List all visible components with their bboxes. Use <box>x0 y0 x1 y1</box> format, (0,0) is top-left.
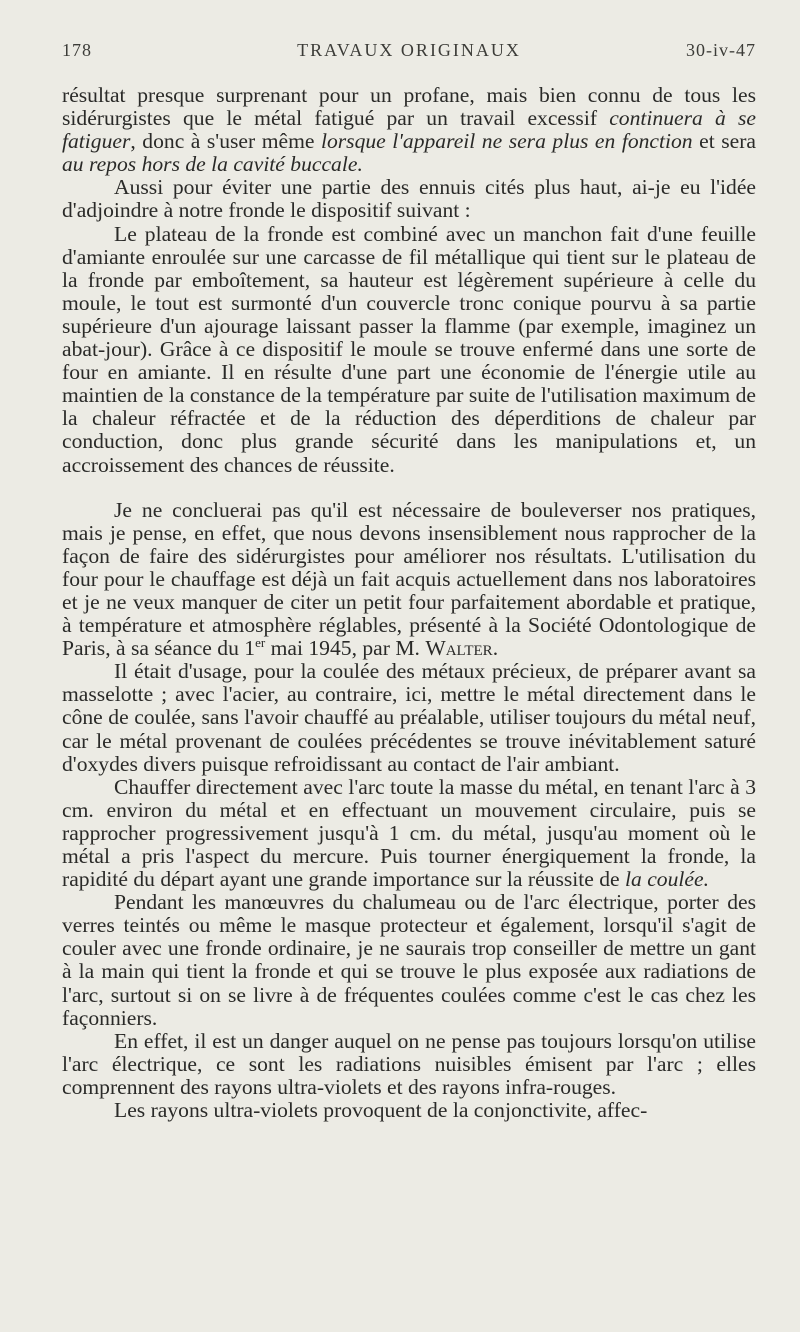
paragraph-3: Le plateau de la fronde est combiné avec un manchon fait d'une feuille d'amiante enroulée sur une carcasse de fil métallique qui tient sur le plateau de la fronde par emboîtement, sa hauteur est légèrement supérieure à celle du moule, le tout est surmonté d'un couvercle tronc conique pourvu à sa partie supérieure d'un ajourage laissant passer la flamme (par exemple, imaginez un abat-jour). Grâce à ce dispositif le moule se trouve enfermé dans une sorte de four en amiante. Il en résulte d'une part une économie de l'énergie utile au maintien de la constance de la température par suite de l'utilisation maximum de la chaleur réfractée et de la réduction des déperditions de chaleur par conduction, donc plus grande sécurité dans les manipulations et, un accroissement des chances de réussite. <box>62 221 756 477</box>
paragraph-2: Aussi pour éviter une partie des ennuis cités plus haut, ai-je eu l'idée d'adjoindre à notre fronde le dispositif suivant : <box>62 175 756 223</box>
author-name: Walter <box>425 636 493 661</box>
paragraph-4: Je ne concluerai pas qu'il est nécessaire de bouleverser nos pratiques, mais je pense, en effet, que nous devons insensiblement nous rapprocher de la façon de faire des sidérurgistes pour améliorer nos résultats. L'utilisation du four pour le chauffage est déjà un fait acquis actuellement dans nos laboratoires et je ne veux manquer de citer un petit four parfaitement abordable et pratique, à température et atmosphère réglables, présenté à la Société Odontologique de Paris, à sa séance du 1er mai 1945, par M. Walter. <box>62 497 756 661</box>
running-title: TRAVAUX ORIGINAUX <box>297 40 521 60</box>
page-number: 178 <box>62 40 92 60</box>
article-body <box>62 84 756 1122</box>
paragraph-9: Les rayons ultra-violets provoquent de la conjonctivite, affec- <box>114 1098 648 1123</box>
paragraph-8: En effet, il est un danger auquel on ne pense pas toujours lorsqu'on utilise l'arc électrique, ce sont les radiations nuisibles émisent par l'arc ; elles comprennent des rayons ultra-violets et des rayons infra-rouges. <box>62 1028 756 1099</box>
paragraph-5: Il était d'usage, pour la coulée des métaux précieux, de préparer avant sa masselotte ; avec l'acier, au contraire, ici, mettre le métal directement dans le cône de coulée, sans l'avoir chauffé au préalable, utiliser toujours du métal neuf, car le métal provenant de coulées précédentes se trouve inévitablement saturé d'oxydes divers puisque refroidissant au contact de l'air ambiant. <box>62 659 756 776</box>
paragraph-7: Pendant les manœuvres du chalumeau ou de l'arc électrique, porter des verres teintés ou même le masque protecteur et également, lorsqu'il s'agit de couler avec une fronde ordinaire, je ne saurais trop conseiller de mettre un gant à la main qui tient la fronde et qui se trouve le plus exposée aux radiations de l'arc, surtout si on se livre à de fréquentes coulées comme c'est le cas chez les façonniers. <box>62 890 756 1030</box>
paragraph-1: résultat presque surprenant pour un profane, mais bien connu de tous les sidérurgistes que le métal fatigué par un travail excessif continuera à se fatiguer, donc à s'user même lorsque l'appareil ne sera plus en fonction et sera au repos hors de la cavité buccale. <box>62 83 756 177</box>
running-header <box>62 40 756 68</box>
paragraph-6: Chauffer directement avec l'arc toute la masse du métal, en tenant l'arc à 3 cm. environ du métal et en effectuant un mouvement circulaire, puis se rapprocher progressivement jusqu'à 1 cm. du métal, jusqu'au moment où le métal a pris l'aspect du mercure. Puis tourner énergiquement la fronde, la rapidité du départ ayant une grande importance sur la réussite de la coulée. <box>62 774 756 892</box>
issue-date: 30-iv-47 <box>686 40 756 60</box>
